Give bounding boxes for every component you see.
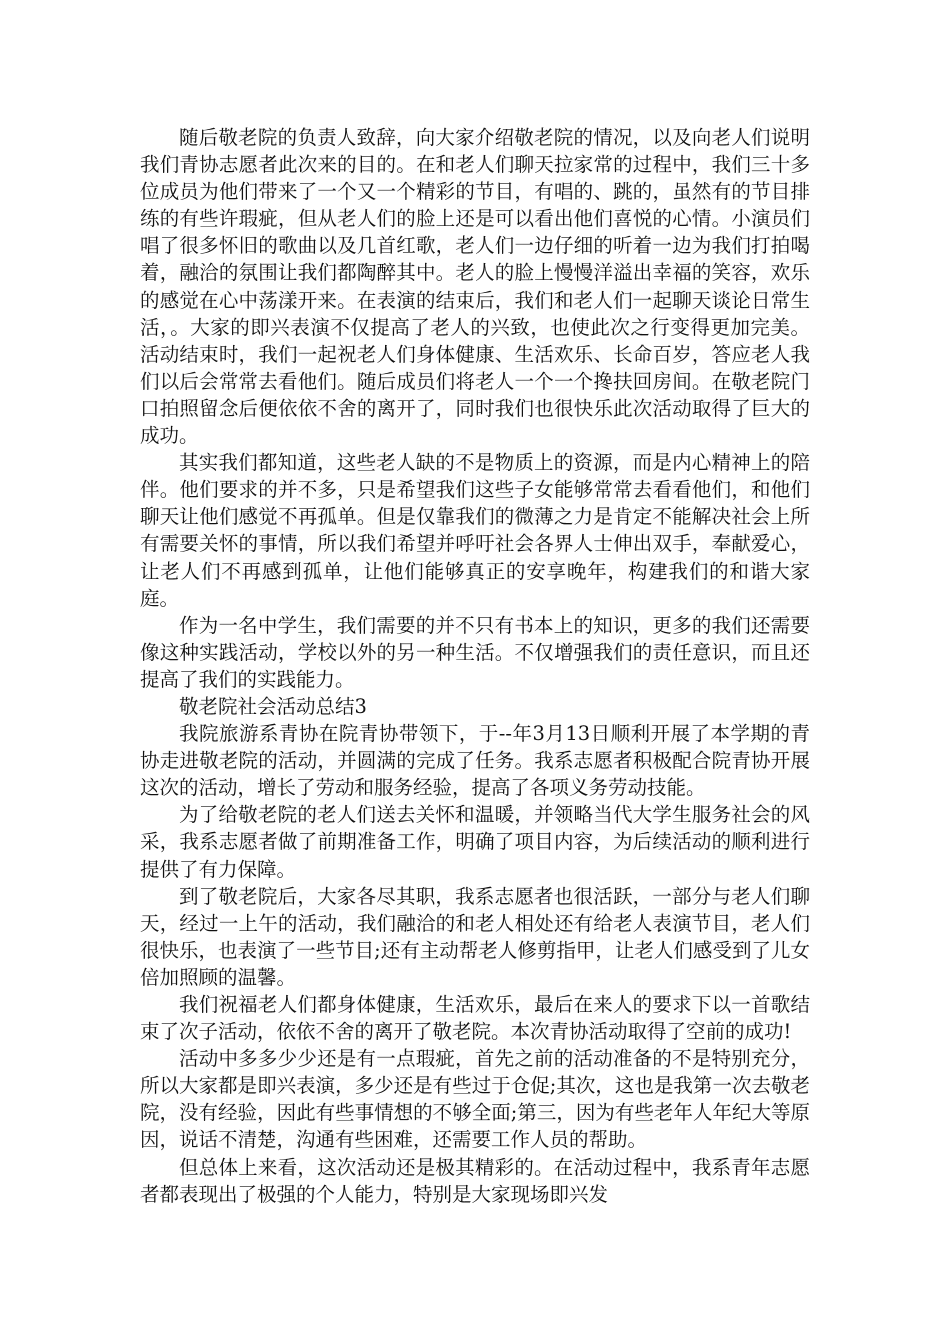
paragraph-5: 为了给敬老院的老人们送去关怀和温暖，并领略当代大学生服务社会的风采，我系志愿者做了前期准备工作，明确了项目内容，为后续活动的顺利进行提供了有力保障。	[140, 803, 810, 881]
paragraph-9: 但总体上来看，这次活动还是极其精彩的。在活动过程中，我系青年志愿者都表现出了极强的个人能力，特别是大家现场即兴发	[140, 1155, 810, 1206]
paragraph-7: 我们祝福老人们都身体健康，生活欢乐，最后在来人的要求下以一首歌结束了次子活动，依依不舍的离开了敬老院。本次青协活动取得了空前的成功!	[140, 993, 810, 1044]
paragraph-1: 随后敬老院的负责人致辞，向大家介绍敬老院的情况，以及向老人们说明我们青协志愿者此次来的目的。在和老人们聊天拉家常的过程中，我们三十多位成员为他们带来了一个又一个精彩的节目，有唱的、跳的，虽然有的节目排练的有些许瑕疵，但从老人们的脸上还是可以看出他们喜悦的心情。小演员们唱了很多怀旧的歌曲以及几首红歌，老人们一边仔细的听着一边为我们打拍喝着，融洽的氛围让我们都陶醉其中。老人的脸上慢慢洋溢出幸福的笑容，欢乐的感觉在心中荡漾开来。在表演的结束后，我们和老人们一起聊天谈论日常生活，。大家的即兴表演不仅提高了老人的兴致，也使此次之行变得更加完美。活动结束时，我们一起祝老人们身体健康、生活欢乐、长命百岁，答应老人我们以后会常常去看他们。随后成员们将老人一个一个搀扶回房间。在敬老院门口拍照留念后便依依不舍的离开了，同时我们也很快乐此次活动取得了巨大的成功。	[140, 126, 810, 448]
paragraph-4: 我院旅游系青协在院青协带领下，于--年3月13日顺利开展了本学期的青协走进敬老院的活动，并圆满的完成了任务。我系志愿者积极配合院青协开展这次的活动，增长了劳动和服务经验，提高了各项义务劳动技能。	[140, 722, 810, 800]
paragraph-2: 其实我们都知道，这些老人缺的不是物质上的资源，而是内心精神上的陪伴。他们要求的并不多，只是希望我们这些子女能够常常去看看他们，和他们聊天让他们感觉不再孤单。但是仅靠我们的微薄之力是肯定不能解决社会上所有需要关怀的事情，所以我们希望并呼吁社会各界人士伸出双手，奉献爱心，让老人们不再感到孤单，让他们能够真正的安享晚年，构建我们的和谐大家庭。	[140, 451, 810, 610]
section-heading: 敬老院社会活动总结3	[179, 694, 367, 718]
document-body	[140, 124, 810, 1208]
paragraph-8: 活动中多多少少还是有一点瑕疵，首先之前的活动准备的不是特别充分，所以大家都是即兴表演，多少还是有些过于仓促;其次，这也是我第一次去敬老院，没有经验，因此有些事情想的不够全面;第三，因为有些老年人年纪大等原因，说话不清楚，沟通有些困难，还需要工作人员的帮助。	[140, 1047, 810, 1152]
paragraph-6: 到了敬老院后，大家各尽其职，我系志愿者也很活跃，一部分与老人们聊天，经过一上午的活动，我们融洽的和老人相处还有给老人表演节目，老人们很快乐，也表演了一些节目;还有主动帮老人修剪指甲，让老人们感受到了儿女倍加照顾的温馨。	[140, 884, 810, 989]
paragraph-3: 作为一名中学生，我们需要的并不只有书本上的知识，更多的我们还需要像这种实践活动，学校以外的另一种生活。不仅增强我们的责任意识，而且还提高了我们的实践能力。	[140, 613, 810, 691]
